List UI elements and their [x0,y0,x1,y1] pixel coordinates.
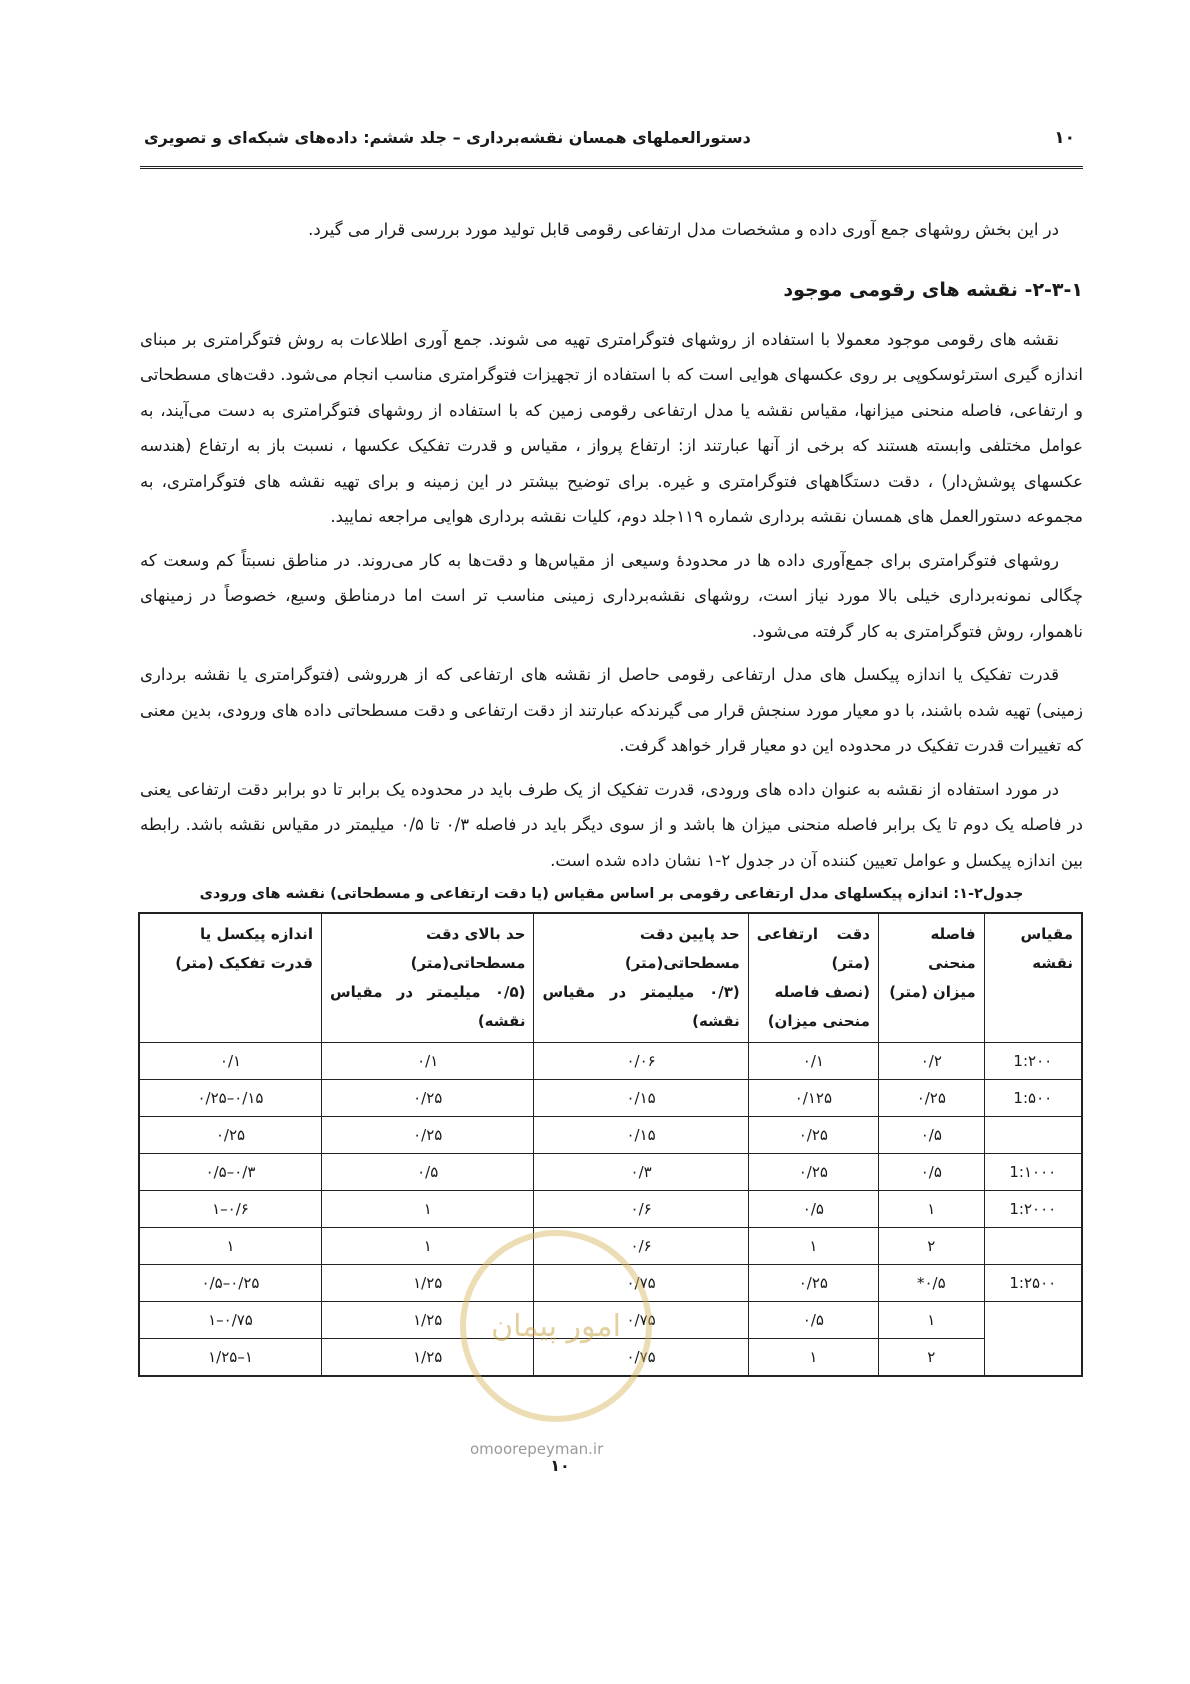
intro-paragraph: در این بخش روشهای جمع آوری داده و مشخصات مدل ارتفاعی رقومی قابل تولید مورد بررسی قرار می گیرد. [308,220,1059,239]
table-cell: ۱/۲۵ [321,1302,534,1339]
table-cell: ۰/۱۲۵ [748,1080,878,1117]
table-cell: ۰/۲ [878,1043,984,1080]
table-cell: ۰/۲۵ [748,1265,878,1302]
header-line: (۰/۵ میلیمتر در مقیاس نقشه) [329,983,526,1030]
header-line: حد پایین دقت [639,925,740,943]
table-header-cell [534,913,748,1043]
table-cell: ۰/۱ [748,1043,878,1080]
table-cell: ۱ [748,1339,878,1377]
main-content [140,212,1083,1377]
table-cell: ۰/۵* [878,1265,984,1302]
header-line: مسطحاتی(متر) [410,954,526,972]
table-cell: ۰/۲۵ [878,1080,984,1117]
header-line: دقت ارتفاعی (متر) [756,925,870,972]
header-line: اندازه پیکسل یا [200,925,313,943]
header-line: مسطحاتی(متر) [624,954,740,972]
table-cell: ۱ [748,1228,878,1265]
table-cell: ۰/۲۵–۰/۵ [139,1265,321,1302]
table-row [139,1191,1082,1228]
paragraph-1: نقشه های رقومی موجود معمولا با استفاده از روشهای فتوگرامتری تهیه می شوند. جمع آوری اطلاعات به روش فتوگرامتری بر مبنای اندازه گیری استرئوسکوپی بر روی عکسهای هوایی است که با استفاده از تجهیزات فتوگرامتری مناسب انجام می‌شود. دقت‌های مسطحاتی و ارتفاعی، فاصله منحنی میزانها، مقیاس نقشه یا مدل ارتفاعی رقومی زمین که با استفاده از روشهای فتوگرامتری به دست می‌آیند، به عوامل مختلفی وابسته هستند که برخی از آنها عبارتند از: ارتفاع پرواز ، مقیاس و قدرت تفکیک عکسها ، نسبت باز به ارتفاع (هندسه عکسهای پوشش‌دار) ، دقت دستگاههای فتوگرامتری و غیره. برای توضیح بیشتر در این زمینه و برای تهیه نقشه های فتوگرامتری، به مجموعه دستورالعمل های همسان نقشه برداری شماره ۱۱۹جلد دوم، کلیات نقشه برداری هوایی مراجعه نمایید. [140,329,1083,526]
table-cell: ۰/۵ [748,1302,878,1339]
table-cell: ۰/۷۵ [534,1302,748,1339]
table-header-cell [139,913,321,1043]
paragraph-3: قدرت تفکیک یا اندازه پیکسل های مدل ارتفاعی رقومی حاصل از نقشه های ارتفاعی که از هرروشی (فتوگرامتری یا نقشه برداری زمینی) تهیه شده باشند، با دو معیار مورد سنجش قرار می گیرندکه عبارتند از دقت ارتفاعی و دقت مسطحاتی داده های ورودی، بدین معنی که تغییرات قدرت تفکیک در محدوده این دو معیار قرار خواهد گرفت. [140,665,1083,755]
table-cell: ۲ [878,1228,984,1265]
table-cell: ۰/۵ [748,1191,878,1228]
table-cell: ۰/۷۵ [534,1265,748,1302]
section-title: ۲-۳-۱- نقشه های رقومی موجود [783,278,1083,301]
table-cell: ۱/۲۵ [321,1339,534,1377]
table-cell: ۰/۲۵ [748,1117,878,1154]
header-line: میزان (متر) [889,983,976,1001]
watermark-text: امور پیمان [491,1308,621,1344]
table-cell: 1:۲۰۰۰ [984,1191,1082,1228]
table-cell: ۰/۲۵ [321,1117,534,1154]
table-header-row [139,913,1082,1043]
table-cell: ۰/۰۶ [534,1043,748,1080]
table-cell: ۲ [878,1339,984,1377]
table-cell: ۰/۶–۱ [139,1191,321,1228]
watermark-site: omoorepeyman.ir [470,1440,604,1458]
table-cell [984,1228,1082,1265]
paragraph-4: در مورد استفاده از نقشه به عنوان داده های ورودی، قدرت تفکیک از یک طرف باید در محدوده یک برابر تا دو برابر دقت ارتفاعی یعنی در فاصله یک دوم تا یک برابر فاصله منحنی میزان ها باشد و از سوی دیگر باید در فاصله ۰/۳ تا ۰/۵ میلیمتر در مقیاس نقشه باشد. رابطه بین اندازه پیکسل و عوامل تعیین کننده آن در جدول ۲-۱ نشان داده شده است. [140,779,1083,870]
table-cell: ۱ [321,1191,534,1228]
header-line: منحنی [928,954,976,972]
table-cell: 1:۲۵۰۰ [984,1265,1082,1302]
table-cell: ۰/۱۵ [534,1080,748,1117]
table-row [139,1080,1082,1117]
table-cell [984,1302,1082,1339]
header-line: قدرت تفکیک (متر) [175,954,313,972]
table-cell: 1:۲۰۰ [984,1043,1082,1080]
table-cell [984,1117,1082,1154]
table-cell: ۱ [878,1302,984,1339]
table-cell: ۰/۲۵ [321,1080,534,1117]
page-header [140,126,1083,169]
table-cell: ۰/۷۵–۱ [139,1302,321,1339]
table-cell: ۰/۵ [878,1154,984,1191]
table-row [139,1154,1082,1191]
footer-page-number: ۱۰ [550,1456,570,1475]
table-row [139,1043,1082,1080]
paragraph-2: روشهای فتوگرامتری برای جمع‌آوری داده ها در محدودهٔ وسیعی از مقیاس‌ها و دقت‌ها به کار می‌روند. در مناطق نسبتاً کم وسعت که چگالی نمونه‌برداری خیلی بالا مورد نیاز است، روشهای نقشه‌برداری زمینی مناسب تر است اما درمناطق وسیع، خصوصاً در زمینهای ناهموار، روش فتوگرامتری به کار گرفته می‌شود. [140,550,1083,641]
table-cell: ۰/۳–۰/۵ [139,1154,321,1191]
table-cell: ۱/۲۵ [321,1265,534,1302]
header-title: دستورالعملهای همسان نقشه‌برداری – جلد ششم: داده‌های شبکه‌ای و تصویری [144,128,751,147]
table-row [139,1117,1082,1154]
table-cell: ۰/۱۵–۰/۲۵ [139,1080,321,1117]
table-cell: ۰/۵ [321,1154,534,1191]
table-cell: ۱–۱/۲۵ [139,1339,321,1377]
table-cell: ۰/۶ [534,1191,748,1228]
table-cell: ۰/۶ [534,1228,748,1265]
table-cell: ۱ [139,1228,321,1265]
table-header-cell [878,913,984,1043]
table-cell: ۰/۱ [321,1043,534,1080]
watermark-logo [460,1230,652,1422]
table-cell: 1:۵۰۰ [984,1080,1082,1117]
header-line: (۰/۳ میلیمتر در مقیاس نقشه) [542,983,740,1030]
header-line: منحنی میزان) [767,1012,870,1030]
table-cell: ۰/۱ [139,1043,321,1080]
table-header-cell [321,913,534,1043]
table-cell: ۰/۲۵ [748,1154,878,1191]
table-cell: ۰/۱۵ [534,1117,748,1154]
table-cell: 1:۱۰۰۰ [984,1154,1082,1191]
table-cell: ۱ [878,1191,984,1228]
table-cell: ۰/۲۵ [139,1117,321,1154]
header-line: نقشه [1032,954,1073,972]
header-page-number: ۱۰ [1054,128,1075,148]
table-cell [984,1339,1082,1377]
table-caption: جدول۲-۱: اندازه پیکسلهای مدل ارتفاعی رقومی بر اساس مقیاس (یا دقت ارتفاعی و مسطحاتی) نقشه های ورودی [199,886,1024,902]
table-cell: ۰/۷۵ [534,1339,748,1377]
header-line: حد بالای دقت [425,925,526,943]
header-line: (نصف فاصله [774,983,870,1001]
table-cell: ۱ [321,1228,534,1265]
header-line: مقیاس [1020,925,1073,943]
table-header-cell [748,913,878,1043]
header-line: فاصله [930,925,976,943]
table-cell: ۰/۵ [878,1117,984,1154]
table-header-cell [984,913,1082,1043]
table-cell: ۰/۳ [534,1154,748,1191]
